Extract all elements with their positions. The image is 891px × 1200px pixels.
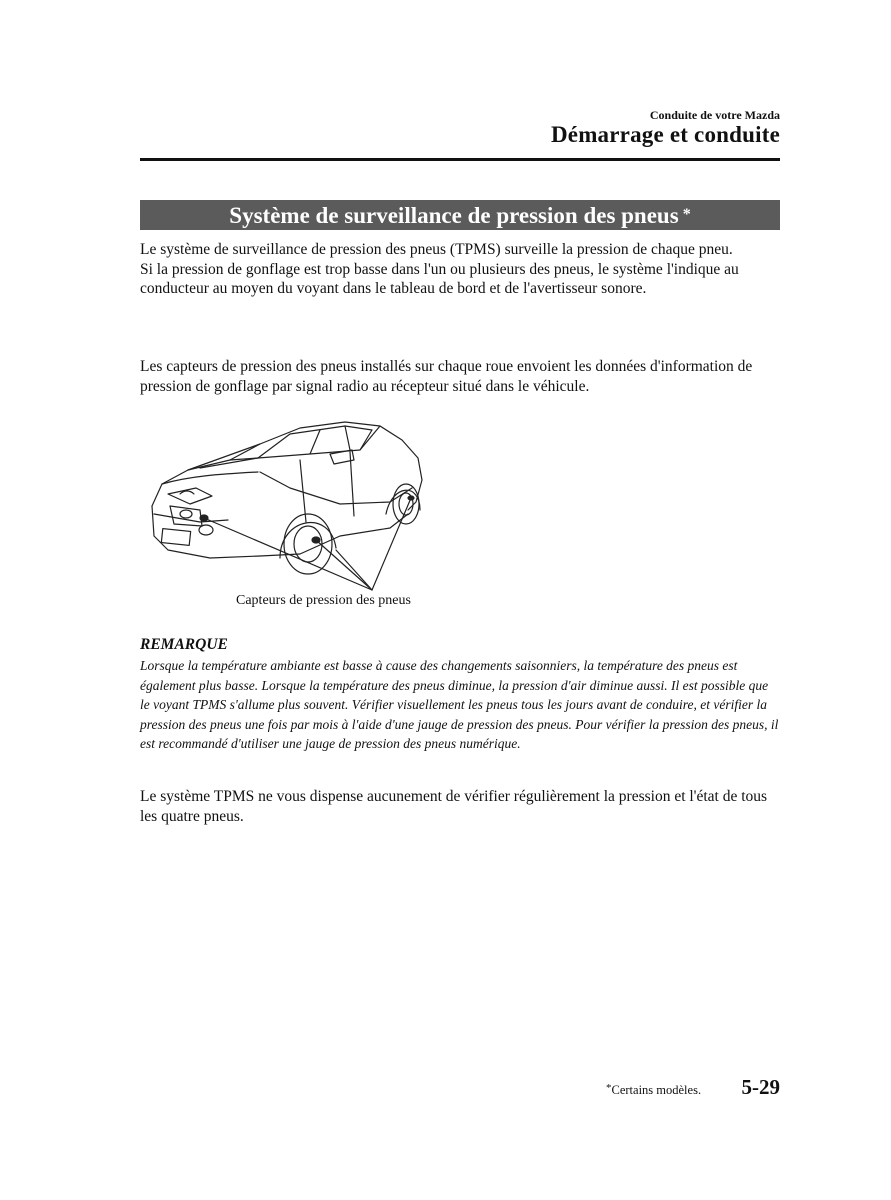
footnote-marker: *	[606, 1082, 612, 1094]
paragraph-intro	[140, 240, 780, 299]
section-title-marker: *	[682, 206, 691, 223]
paragraph-line: Si la pression de gonflage est trop basse dans l'un ou plusieurs des pneus, le système l'indique au conducteur au moyen du voyant dans le tableau de bord et de l'avertisseur sonore.	[140, 260, 739, 297]
section-title-bar	[140, 200, 780, 230]
page-number: 5-29	[741, 1075, 780, 1099]
paragraph-line: Le système de surveillance de pression des pneus (TPMS) surveille la pression de chaque pneu.	[140, 241, 733, 258]
note-body: Lorsque la température ambiante est basse à cause des changements saisonniers, la température des pneus est également plus basse. Lorsque la température des pneus diminue, la pression d'air diminue aussi. Il est possible que le voyant TPMS s'allume plus souvent. Vérifier visuellement les pneus tous les jours avant de conduire, et vérifier la pression des pneus une fois par mois à l'aide d'une jauge de pression des pneus. Pour vérifier la pression des pneus, il est recommandé d'utiliser une jauge de pression des pneus numérique.	[140, 658, 779, 751]
note-title: REMARQUE	[140, 636, 228, 653]
running-header-section: Démarrage et conduite	[550, 122, 780, 147]
car-tire-sensors-illustration	[140, 418, 430, 593]
footnote	[606, 1082, 701, 1098]
closing-paragraph: Le système TPMS ne vous dispense aucunement de vérifier régulièrement la pression et l'état de tous les quatre pneus.	[140, 788, 768, 825]
header-rule	[140, 158, 780, 161]
running-header-chapter: Conduite de votre Mazda	[649, 108, 780, 122]
figure-caption: Capteurs de pression des pneus	[236, 593, 411, 608]
paragraph-sensors: Les capteurs de pression des pneus installés sur chaque roue envoient les données d'information de pression de gonflage par signal radio au récepteur situé dans le véhicule.	[140, 358, 753, 395]
footnote-text: Certains modèles.	[611, 1083, 702, 1097]
section-title: Système de surveillance de pression des pneus	[229, 203, 679, 228]
